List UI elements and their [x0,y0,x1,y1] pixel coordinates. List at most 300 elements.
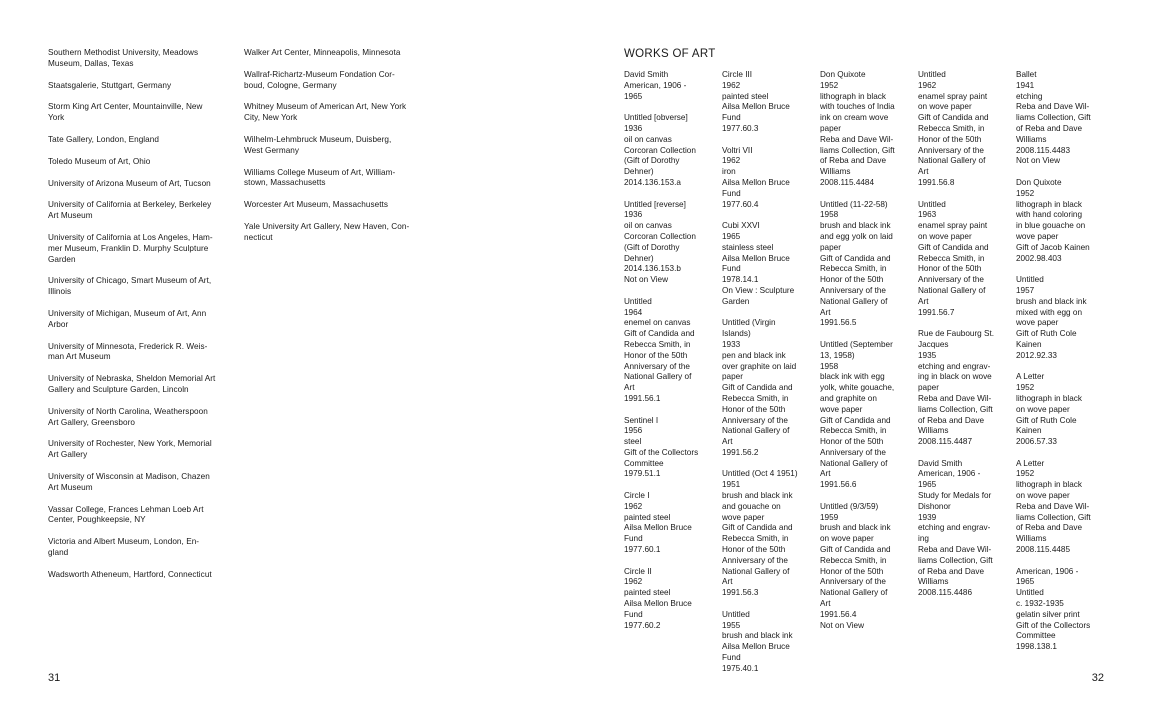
artwork-line: wove paper [722,512,765,522]
artwork-line: 1991.56.2 [722,447,759,457]
artwork-line: liams Collection, Gift [918,404,993,414]
artwork-line: 1964 [624,307,643,317]
artwork-line: Untitled (Oct 4 1951) [722,469,798,479]
artwork-line: 1936 [624,210,643,220]
lender-line: University of Chicago, Smart Museum of Art, [48,276,212,286]
artwork-line: 2012.92.33 [1016,350,1057,360]
artwork-line: 1958 [820,210,839,220]
artwork-line: 1977.60.3 [722,123,759,133]
works-of-art-heading: WORKS OF ART [624,48,716,60]
artwork-line: Art [820,599,831,609]
lender-line: University of Wisconsin at Madison, Chazen [48,471,210,481]
artwork-line: Gift of the Collectors [624,447,699,457]
artwork-line: on wove paper [918,102,972,112]
artwork-line: Art [918,167,929,177]
lender-line: Gallery and Sculpture Garden, Lincoln [48,384,189,394]
artwork-line: 1965 [918,480,937,490]
artwork-line: 2008.115.4486 [918,588,973,598]
artwork-line: Untitled (11-22-58) [820,199,888,209]
lender-line: University of California at Berkeley, Berkeley [48,200,212,210]
lender-line: Southern Methodist University, Meadows [48,48,199,57]
artwork-line: of Reba and Dave [918,415,984,425]
page-number-left: 31 [48,672,61,684]
artwork-line: Reba and Dave Wil- [820,134,894,144]
artwork-line: 2008.115.4485 [1016,545,1071,555]
artwork-line: Anniversary of the [624,361,690,371]
artwork-line: Williams [1016,534,1047,544]
artwork-line: 1991.56.3 [722,588,759,598]
artwork-entry [722,318,814,458]
artwork-line: Rebecca Smith, in [918,253,985,263]
lender-line: Wallraf-Richartz-Museum Fondation Cor- [244,69,395,79]
artwork-line: Untitled [1016,275,1044,285]
artwork-line: paper [918,383,939,393]
artwork-line: 1939 [918,512,937,522]
lender-entry [244,222,434,244]
artwork-line: Williams [1016,134,1047,144]
artwork-entry [918,70,1010,189]
artwork-line: ink on cream wove [820,113,889,123]
works-column-3 [820,70,912,642]
lender-line: Art Gallery, Greensboro [48,417,135,427]
artwork-line: 1978.14.1 [722,275,759,285]
artwork-line: On View : Sculpture [722,285,795,295]
artwork-entry [820,340,912,491]
artwork-line: 1991.56.1 [624,393,661,403]
artwork-line: Ailsa Mellon Bruce [624,599,692,609]
artwork-entry [624,567,716,632]
artwork-line: Honor of the 50th [918,264,982,274]
artwork-line: oil on canvas [624,221,672,231]
artwork-entry [624,200,716,286]
artwork-line: Committee [624,458,664,468]
artwork-line: Untitled [624,296,652,306]
artwork-line: etching and engrav- [918,523,991,533]
artwork-line: National Gallery of [722,426,790,436]
lender-line: Worcester Art Museum, Massachusetts [244,200,389,210]
artwork-line: with hand coloring [1016,210,1082,220]
artwork-line: Gift of Candida and [820,415,891,425]
lenders-column-2 [244,48,434,255]
artwork-line: David Smith [624,70,669,79]
artwork-line: National Gallery of [918,156,986,166]
artwork-line: 1933 [722,339,741,349]
lender-line: City, New York [244,113,298,123]
artwork-line: painted steel [624,588,671,598]
artwork-line: A Letter [1016,372,1045,382]
artwork-line: of Reba and Dave [1016,523,1082,533]
artwork-line: 1991.56.5 [820,318,857,328]
artwork-line: National Gallery of [820,588,888,598]
artwork-line: American, 1906 - [918,469,981,479]
lender-entry [244,102,434,124]
artwork-line: with touches of India [820,102,895,112]
artwork-line: on wove paper [820,534,874,544]
artwork-line: Untitled [obverse] [624,113,688,123]
artwork-line: Fund [722,188,741,198]
lender-entry [244,135,434,157]
artwork-line: Kainen [1016,426,1042,436]
artwork-line: 1965 [722,231,741,241]
artwork-line: Gift of the Collectors [1016,620,1091,630]
artwork-line: (Gift of Dorothy [624,156,680,166]
lender-line: Museum, Dallas, Texas [48,58,134,68]
artwork-line: 1991.56.8 [918,177,955,187]
artwork-line: wove paper [820,404,863,414]
artwork-line: on wove paper [918,231,972,241]
lender-line: University of Rochester, New York, Memorial [48,439,212,449]
artwork-line: Dehner) [624,167,654,177]
artwork-line: and gouache on [722,501,781,511]
artwork-line: Corcoran Collection [624,231,696,241]
artwork-line: National Gallery of [918,285,986,295]
artwork-line: 1962 [918,80,937,90]
artwork-line: Jacques [918,339,949,349]
lender-line: Wilhelm-Lehmbruck Museum, Duisberg, [244,134,392,144]
lender-entry [48,537,238,559]
artwork-entry [624,297,716,405]
lender-entry [244,70,434,92]
artwork-entry [624,416,716,481]
lender-entry [48,157,238,168]
artwork-line: Gift of Ruth Cole [1016,329,1077,339]
artwork-line: over graphite on laid [722,361,797,371]
lender-line: University of Michigan, Museum of Art, Ann [48,308,207,318]
lender-line: necticut [244,232,273,242]
lender-entry [48,233,238,265]
lender-entry [48,102,238,124]
artwork-entry [918,329,1010,448]
lender-line: University of Minnesota, Frederick R. Weis- [48,341,208,351]
artwork-line: Honor of the 50th [722,545,786,555]
artwork-line: Art [918,296,929,306]
artwork-line: etching and engrav- [918,361,991,371]
page-number-right: 32 [1091,672,1104,684]
artwork-line: enamel spray paint [918,91,988,101]
artwork-line: National Gallery of [722,566,790,576]
artwork-line: 1977.60.2 [624,620,661,630]
artwork-line: 1958 [820,361,839,371]
artwork-line: Honor of the 50th [820,566,884,576]
artwork-line: brush and black ink [820,221,891,231]
artwork-line: 1991.56.4 [820,609,857,619]
artwork-line: Not on View [624,275,668,285]
artwork-line: Anniversary of the [918,145,984,155]
lender-line: Whitney Museum of American Art, New York [244,102,407,112]
artwork-entry [624,491,716,556]
artwork-line: Gift of Jacob Kainen [1016,242,1090,252]
artwork-line: 1936 [624,123,643,133]
artwork-line: Sentinel I [624,415,659,425]
artwork-line: 1963 [918,210,937,220]
lender-line: Wadsworth Atheneum, Hartford, Connecticut [48,569,212,579]
lender-line: gland [48,547,69,557]
artwork-line: 1977.60.1 [624,545,661,555]
artwork-line: 2014.136.153.a [624,177,681,187]
lender-entry [48,179,238,190]
artwork-line: Gift of Candida and [820,253,891,263]
artwork-line: Untitled [918,199,946,209]
artwork-entry [820,70,912,189]
artwork-line: Reba and Dave Wil- [1016,501,1090,511]
lender-entry [244,48,434,59]
artwork-line: 2006.57.33 [1016,437,1057,447]
artwork-line: Untitled (September [820,339,893,349]
artwork-line: 1962 [722,80,741,90]
artwork-line: Anniversary of the [918,275,984,285]
artwork-line: paper [722,372,743,382]
artwork-entry [918,200,1010,319]
lender-line: Vassar College, Frances Lehman Loeb Art [48,504,204,514]
lender-line: mer Museum, Franklin D. Murphy Sculpture [48,243,209,253]
lender-line: man Art Museum [48,352,111,362]
lender-line: Yale University Art Gallery, New Haven, Con- [244,221,410,231]
artwork-line: Anniversary of the [820,447,886,457]
artwork-line: mixed with egg on [1016,307,1082,317]
artwork-line: Ballet [1016,70,1037,79]
artwork-line: Garden [722,296,750,306]
lender-line: Toledo Museum of Art, Ohio [48,156,151,166]
artwork-line: Fund [722,653,741,663]
lender-line: Williams College Museum of Art, William- [244,167,396,177]
artwork-line: Islands) [722,329,751,339]
lender-line: Staatsgalerie, Stuttgart, Germany [48,80,172,90]
lender-line: Victoria and Albert Museum, London, En- [48,537,200,547]
artwork-line: brush and black ink [1016,296,1087,306]
artwork-line: Reba and Dave Wil- [918,545,992,555]
artwork-line: Gift of Candida and [820,545,891,555]
artwork-line: 1979.51.1 [624,469,661,479]
artwork-line: Fund [624,609,643,619]
artwork-line: Circle I [624,491,650,501]
artwork-line: Anniversary of the [722,555,788,565]
works-column-2 [722,70,814,685]
artwork-line: on wove paper [1016,491,1070,501]
lenders-column-1 [48,48,238,592]
artwork-line: liams Collection, Gift [820,145,895,155]
artwork-line: Rebecca Smith, in [722,393,789,403]
lender-entry [48,48,238,70]
artwork-line: Study for Medals for [918,491,992,501]
artwork-line: 1991.56.6 [820,480,857,490]
artwork-line: painted steel [624,512,671,522]
artwork-line: 1977.60.4 [722,199,759,209]
artwork-line: in blue gouache on [1016,221,1086,231]
artwork-line: 1952 [1016,383,1035,393]
artwork-line: Ailsa Mellon Bruce [722,177,790,187]
artwork-line: Anniversary of the [820,577,886,587]
artwork-line: Art [820,307,831,317]
artwork-line: liams Collection, Gift [918,555,993,565]
artwork-line: paper [820,242,841,252]
artwork-line: David Smith [918,458,963,468]
artwork-line: 1952 [1016,469,1035,479]
artwork-line: Circle II [624,566,652,576]
artwork-line: wove paper [1016,318,1059,328]
artwork-line: painted steel [722,91,769,101]
artwork-line: Art [722,577,733,587]
artwork-line: Rue de Faubourg St. [918,329,995,339]
artwork-line: 1935 [918,350,937,360]
artwork-line: Untitled (9/3/59) [820,501,879,511]
artwork-entry [722,70,814,135]
lender-line: Walker Art Center, Minneapolis, Minnesota [244,48,401,57]
artwork-line: Untitled (Virgin [722,318,776,328]
artwork-line: of Reba and Dave [1016,123,1082,133]
artwork-line: Fund [722,264,741,274]
artwork-line: 1952 [820,80,839,90]
artwork-line: Untitled [reverse] [624,199,686,209]
artwork-line: Anniversary of the [722,415,788,425]
artwork-line: brush and black ink [722,491,793,501]
artwork-line: Not on View [1016,156,1060,166]
artwork-line: brush and black ink [722,631,793,641]
lender-entry [244,168,434,190]
works-column-1 [624,70,716,642]
artwork-line: Ailsa Mellon Bruce [722,253,790,263]
artwork-line: 1975.40.1 [722,663,759,673]
artwork-entry [820,200,912,330]
artwork-line: Cubi XXVI [722,221,760,231]
artwork-line: Voltri VII [722,145,753,155]
artwork-line: ing [918,534,929,544]
lender-line: Art Gallery [48,450,88,460]
artwork-line: Untitled [722,609,750,619]
lender-line: Art Museum [48,211,93,221]
artwork-line: Reba and Dave Wil- [1016,102,1090,112]
artwork-line: Art [722,437,733,447]
lender-line: York [48,113,65,123]
artwork-entry [1016,372,1108,448]
artwork-line: etching [1016,91,1043,101]
artwork-line: lithograph in black [1016,480,1082,490]
artwork-line: 13, 1958) [820,350,855,360]
artwork-entry [722,221,814,307]
artwork-line: Corcoran Collection [624,145,696,155]
artwork-line: 1957 [1016,285,1035,295]
artwork-entry [1016,178,1108,264]
artwork-line: ing in black on wove [918,372,992,382]
artwork-line: Rebecca Smith, in [820,426,887,436]
artwork-line: Gift of Ruth Cole [1016,415,1077,425]
artwork-line: Don Quixote [1016,177,1062,187]
lender-line: Arbor [48,319,69,329]
artwork-line: Honor of the 50th [820,275,884,285]
lender-line: University of California at Los Angeles, Ham- [48,232,213,242]
artwork-line: Fund [722,113,741,123]
lender-entry [48,81,238,92]
artwork-line: lithograph in black [1016,199,1082,209]
artwork-line: Kainen [1016,339,1042,349]
lender-line: University of Arizona Museum of Art, Tucson [48,178,211,188]
artwork-line: Rebecca Smith, in [624,339,691,349]
artwork-line: 1952 [1016,188,1035,198]
artwork-line: lithograph in black [820,91,886,101]
artwork-line: American, 1906 - [1016,566,1079,576]
artwork-line: Committee [1016,631,1056,641]
artwork-line: Williams [918,426,949,436]
artwork-line: 1941 [1016,80,1035,90]
artwork-entry [1016,70,1108,167]
artwork-line: Reba and Dave Wil- [918,393,992,403]
artwork-line: Not on View [820,620,864,630]
lender-line: University of Nebraska, Sheldon Memorial Art [48,374,216,384]
artwork-line: Dishonor [918,501,951,511]
artwork-line: Williams [820,167,851,177]
artwork-line: of Reba and Dave [820,156,886,166]
artwork-line: oil on canvas [624,134,672,144]
artwork-line: 2014.136.153.b [624,264,681,274]
artwork-line: 1965 [1016,577,1035,587]
artwork-line: Gift of Candida and [624,329,695,339]
artwork-line: 1962 [624,501,643,511]
lender-line: Illinois [48,287,72,297]
artwork-line: Art [820,469,831,479]
artwork-line: 1998.138.1 [1016,642,1057,652]
artwork-line: Ailsa Mellon Bruce [624,523,692,533]
artwork-line: gelatin silver print [1016,609,1080,619]
artwork-line: Honor of the 50th [624,350,688,360]
artwork-line: (Gift of Dorothy [624,242,680,252]
artwork-line: Fund [624,534,643,544]
artwork-line: liams Collection, Gift [1016,113,1091,123]
artwork-line: 1991.56.7 [918,307,955,317]
artwork-line: c. 1932-1935 [1016,599,1064,609]
artwork-line: National Gallery of [820,296,888,306]
works-column-4 [918,70,1010,610]
lender-entry [48,407,238,429]
artwork-line: 2008.115.4487 [918,437,973,447]
artwork-entry [722,469,814,599]
artwork-line: black ink with egg [820,372,885,382]
artwork-line: Untitled [1016,588,1044,598]
artwork-line: Honor of the 50th [820,437,884,447]
lender-entry [244,200,434,211]
artwork-line: Gift of Candida and [918,113,989,123]
artwork-line: Anniversary of the [820,285,886,295]
artwork-line: 2008.115.4483 [1016,145,1071,155]
artwork-line: enamel spray paint [918,221,988,231]
artwork-entry [1016,275,1108,361]
artwork-line: liams Collection, Gift [1016,512,1091,522]
artwork-line: Rebecca Smith, in [722,534,789,544]
lender-line: stown, Massachusetts [244,178,326,188]
artwork-line: pen and black ink [722,350,786,360]
works-column-5 [1016,70,1108,664]
artwork-entry [820,502,912,632]
artwork-line: 1951 [722,480,741,490]
artwork-line: yolk, white gouache, [820,383,895,393]
artwork-line: Williams [918,577,949,587]
artwork-line: steel [624,437,642,447]
artwork-line: lithograph in black [1016,393,1082,403]
lender-entry [48,135,238,146]
artwork-line: National Gallery of [820,458,888,468]
lender-entry [48,505,238,527]
artwork-entry [722,146,814,211]
artwork-line: of Reba and Dave [918,566,984,576]
artwork-line: Gift of Candida and [918,242,989,252]
artwork-line: brush and black ink [820,523,891,533]
lender-line: Center, Poughkeepsie, NY [48,515,146,525]
artwork-line: enemel on canvas [624,318,691,328]
lender-entry [48,309,238,331]
artwork-line: Ailsa Mellon Bruce [722,102,790,112]
artwork-line: iron [722,167,736,177]
artwork-entry [1016,567,1108,653]
lender-entry [48,342,238,364]
artwork-line: and graphite on [820,393,877,403]
